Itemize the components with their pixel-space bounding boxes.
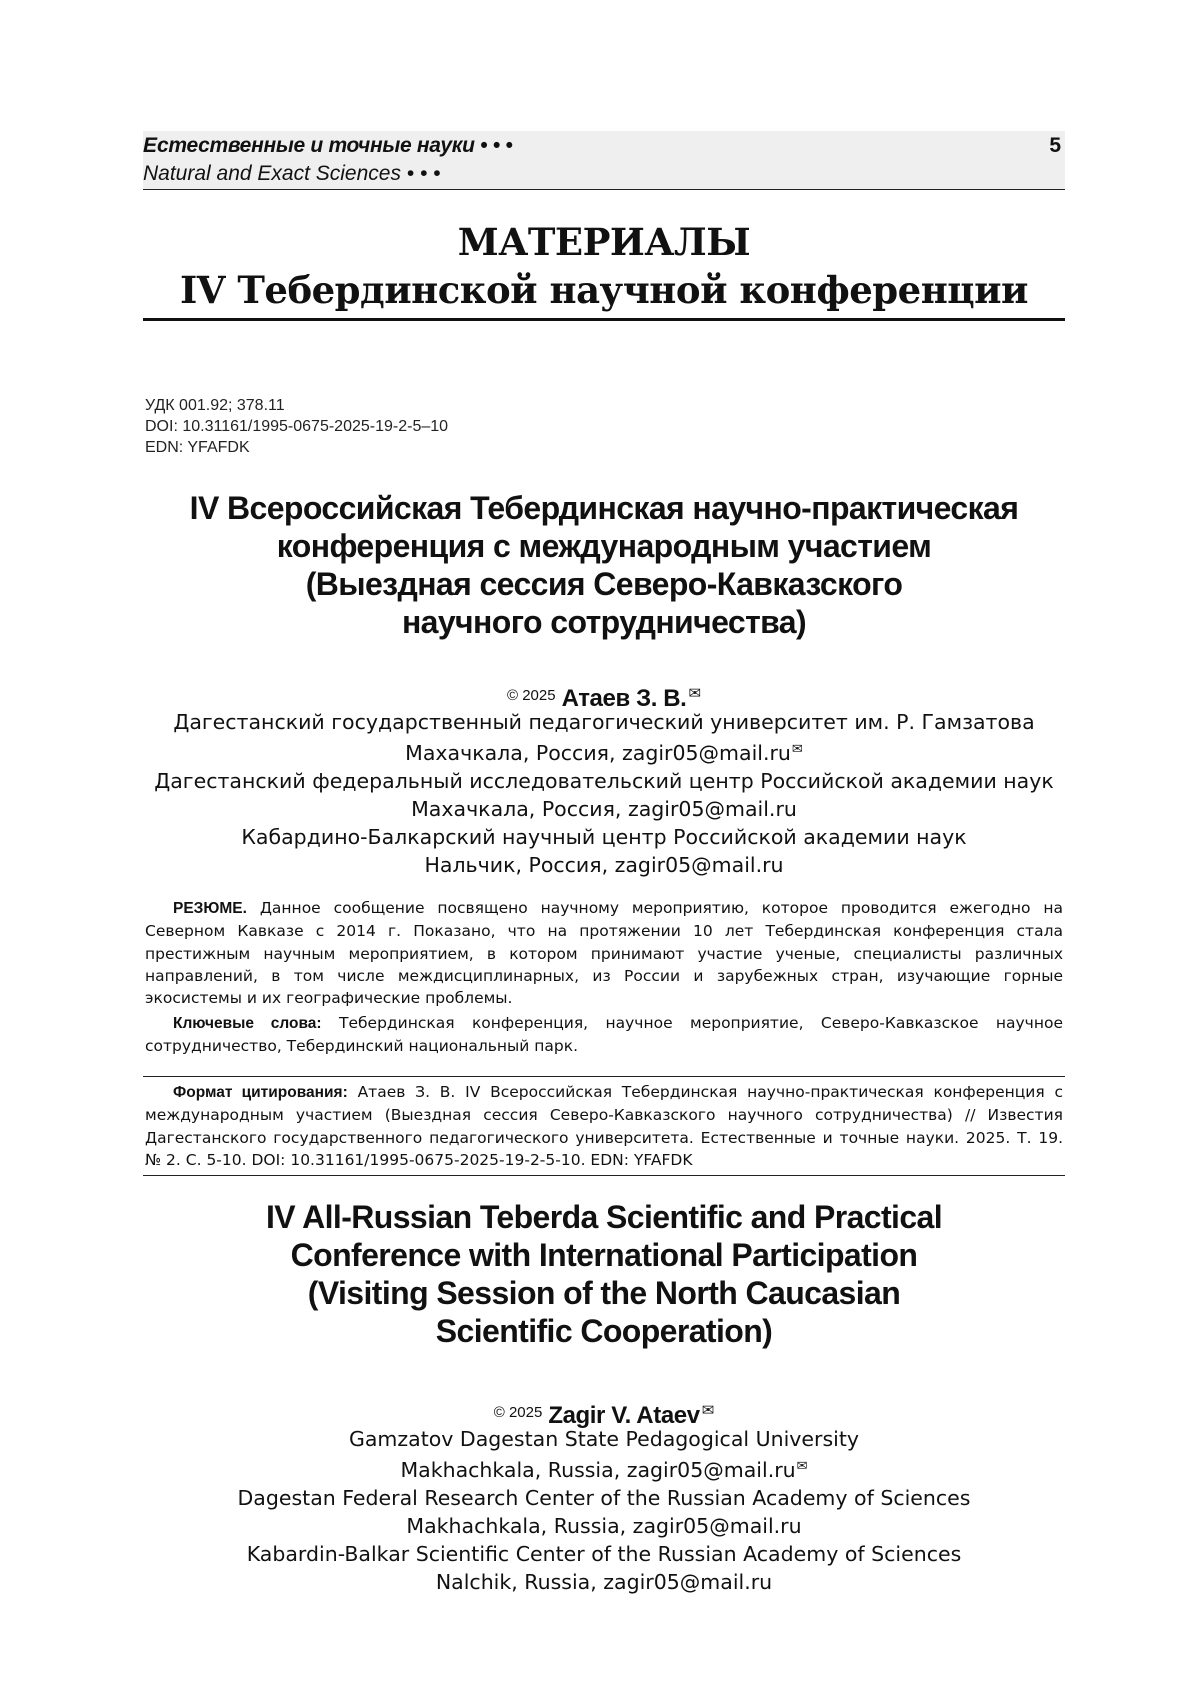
title-en-line: (Visiting Session of the North Caucasian [307, 1275, 901, 1311]
title-ru-line: (Выездная сессия Северо-Кавказского [305, 566, 903, 602]
copyright-notice: © 2025 [506, 687, 556, 704]
citation-text: Атаев З. В. IV Всероссийская Тебердинская научно-практическая конференция с международным участием (Выездная сессия Северо-Кавказского научного сотрудничества) // Известия Дагестанского государственного педагогического университета. Естественные и точные науки. 2025. Т. 19. № 2. С. 5-10. DOI: 10.31161/1995-0675-2025-19-2-5-10. EDN: YFAFDK [145, 1083, 1063, 1169]
title-ru-line: научного сотрудничества) [401, 604, 807, 640]
envelope-icon: ✉ [796, 1459, 808, 1474]
author-name-ru: Атаев З. В. [561, 685, 687, 712]
doi[interactable]: DOI: 10.31161/1995-0675-2025-19-2-5–10 [145, 418, 449, 435]
abstract-label: РЕЗЮМЕ. [173, 900, 247, 917]
envelope-icon: ✉ [701, 1402, 715, 1419]
udk-code: УДК 001.92; 378.11 [145, 397, 285, 414]
running-header-en: Natural and Exact Sciences • • • [143, 162, 441, 185]
title-en-line: IV All-Russian Teberda Scientific and Practical [265, 1199, 943, 1235]
page-number: 5 [1049, 134, 1061, 157]
citation-label: Формат цитирования: [173, 1084, 348, 1101]
affiliation-line: Gamzatov Dagestan State Pedagogical University [348, 1427, 860, 1451]
affiliation-line: Кабардино-Балкарский научный центр Российской академии наук [241, 825, 967, 849]
envelope-icon: ✉ [688, 685, 702, 702]
affiliation-line [143, 736, 1065, 767]
section-heading-line2: IV Тебердинской научной конференции [179, 268, 1028, 312]
affiliation-line: Нальчик, Россия, zagir05@mail.ru [424, 853, 784, 877]
affiliation-line: Махачкала, Россия, zagir05@mail.ru [411, 797, 797, 821]
citation-bottom-divider [143, 1175, 1065, 1176]
affiliation-email[interactable]: Makhachkala, Russia, zagir05@mail.ru [400, 1458, 796, 1482]
affiliation-line: Дагестанский федеральный исследовательский центр Российской академии наук [154, 769, 1054, 793]
keywords-text: Тебердинская конференция, научное мероприятие, Северо-Кавказское научное сотрудничество, Тебердинский национальный парк. [145, 1014, 1063, 1056]
title-ru-line: IV Всероссийская Тебердинская научно-практическая [189, 490, 1019, 526]
abstract [145, 897, 1063, 1009]
citation-top-divider [143, 1076, 1065, 1077]
affiliation-line: Dagestan Federal Research Center of the Russian Academy of Sciences [237, 1486, 971, 1510]
title-en-line: Scientific Cooperation) [435, 1313, 773, 1349]
article-title-en [143, 1198, 1065, 1350]
abstract-text: Данное сообщение посвящено научному мероприятию, которое проводится ежегодно на Северном Кавказе с 2014 г. Показано, что на протяжении 10 лет Тебердинская конференция стала престижным научным мероприятием, в котором принимают участие ученые, специалисты различных направлений, в том числе междисциплинарных, из России и зарубежных стран, изучающие горные экосистемы и их географические проблемы. [145, 899, 1063, 1008]
article-title-ru [143, 489, 1065, 641]
affiliation-line: Nalchik, Russia, zagir05@mail.ru [435, 1570, 773, 1594]
running-header [143, 131, 1065, 190]
affiliation-line: Дагестанский государственный педагогический университет им. Р. Гамзатова [173, 710, 1035, 734]
article-identifiers [145, 395, 448, 458]
title-ru-line: конференция с международным участием [276, 528, 932, 564]
section-heading [143, 218, 1065, 314]
envelope-icon: ✉ [791, 742, 803, 757]
affiliation-line: Makhachkala, Russia, zagir05@mail.ru [406, 1514, 802, 1538]
affiliation-line [143, 1453, 1065, 1484]
section-divider [143, 318, 1065, 321]
copyright-notice: © 2025 [493, 1404, 543, 1421]
affiliation-line: Kabardin-Balkar Scientific Center of the Russian Academy of Sciences [246, 1542, 962, 1566]
affiliations-ru [143, 708, 1065, 879]
section-heading-line1: МАТЕРИАЛЫ [457, 220, 751, 264]
citation-format [145, 1081, 1063, 1171]
edn: EDN: YFAFDK [145, 439, 250, 456]
affiliations-en [143, 1425, 1065, 1596]
running-header-ru: Естественные и точные науки • • • [143, 134, 513, 157]
keywords-label: Ключевые слова: [173, 1015, 322, 1032]
affiliation-email[interactable]: Махачкала, Россия, zagir05@mail.ru [405, 741, 791, 765]
author-name-en: Zagir V. Ataev [548, 1402, 700, 1429]
title-en-line: Conference with International Participation [290, 1237, 918, 1273]
keywords [145, 1012, 1063, 1058]
